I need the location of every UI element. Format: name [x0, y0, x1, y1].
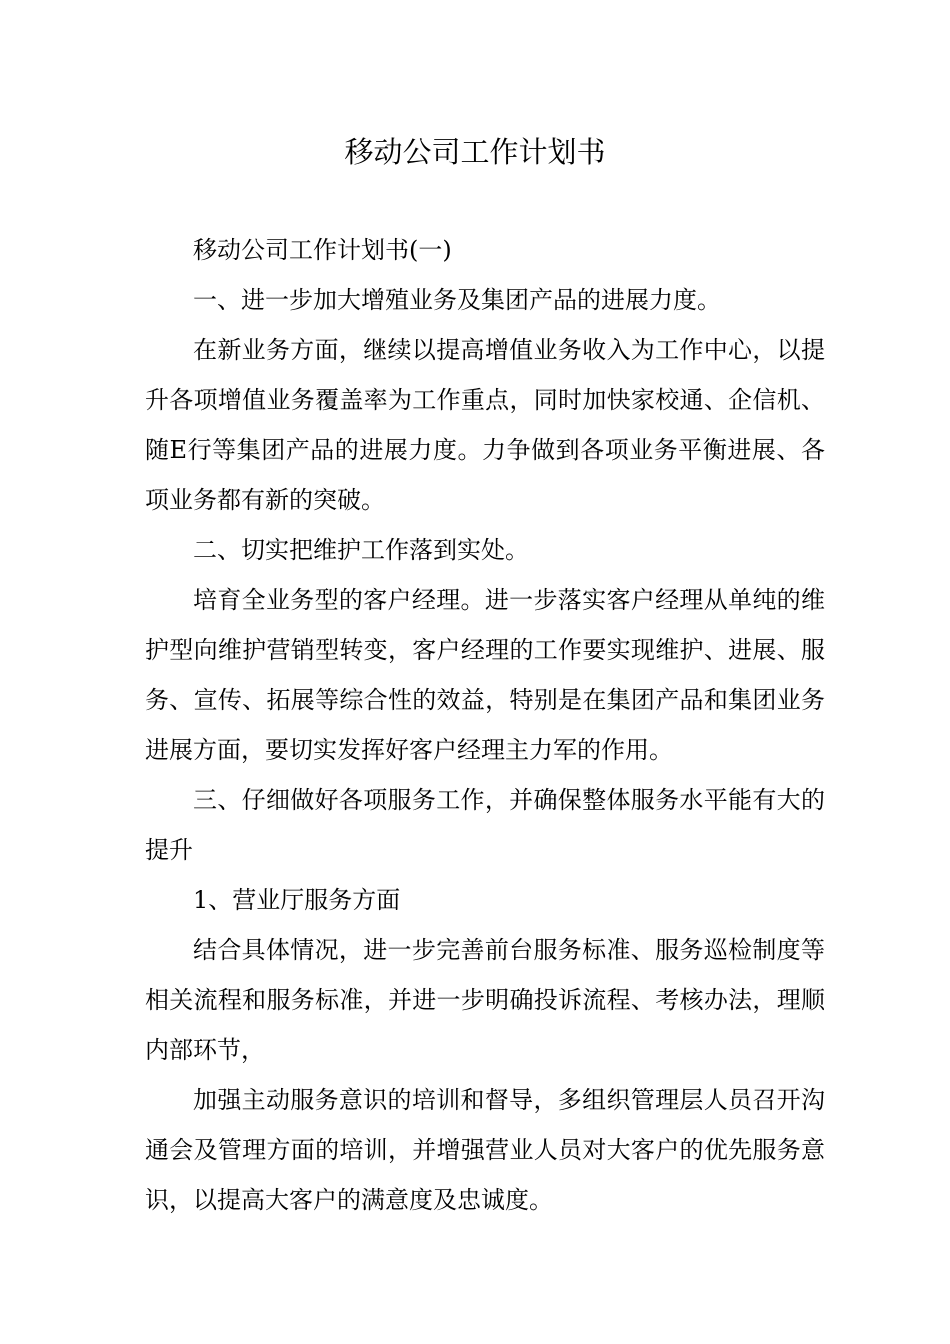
- paragraph-subpoint-one: 1、营业厅服务方面: [193, 886, 401, 914]
- paragraph-service-standards: 结合具体情况，进一步完善前台服务标准、服务巡检制度等相关流程和服务标准，并进一步明确投诉流程、考核办法，理顺内部环节，: [145, 936, 825, 1064]
- paragraph-point-one: 一、进一步加大增殖业务及集团产品的进展力度。: [193, 286, 721, 314]
- paragraph-point-three: 三、仔细做好各项服务工作，并确保整体服务水平能有大的提升: [145, 786, 825, 864]
- document-title: 移动公司工作计划书: [344, 135, 606, 169]
- paragraph-point-two: 二、切实把维护工作落到实处。: [193, 536, 529, 564]
- paragraph-section-heading: 移动公司工作计划书(一): [193, 236, 452, 264]
- paragraph-account-manager: 培育全业务型的客户经理。进一步落实客户经理从单纯的维护型向维护营销型转变，客户经理的工作要实现维护、进展、服务、宣传、拓展等综合性的效益，特别是在集团产品和集团业务进展方面，要切实发挥好客户经理主力军的作用。: [145, 586, 825, 764]
- document-body: [145, 225, 825, 1225]
- paragraph-service-training: 加强主动服务意识的培训和督导，多组织管理层人员召开沟通会及管理方面的培训，并增强营业人员对大客户的优先服务意识，以提高大客户的满意度及忠诚度。: [145, 1086, 825, 1214]
- paragraph-new-business: 在新业务方面，继续以提高增值业务收入为工作中心，以提升各项增值业务覆盖率为工作重点，同时加快家校通、企信机、随E行等集团产品的进展力度。力争做到各项业务平衡进展、各项业务都有新的突破。: [145, 336, 825, 514]
